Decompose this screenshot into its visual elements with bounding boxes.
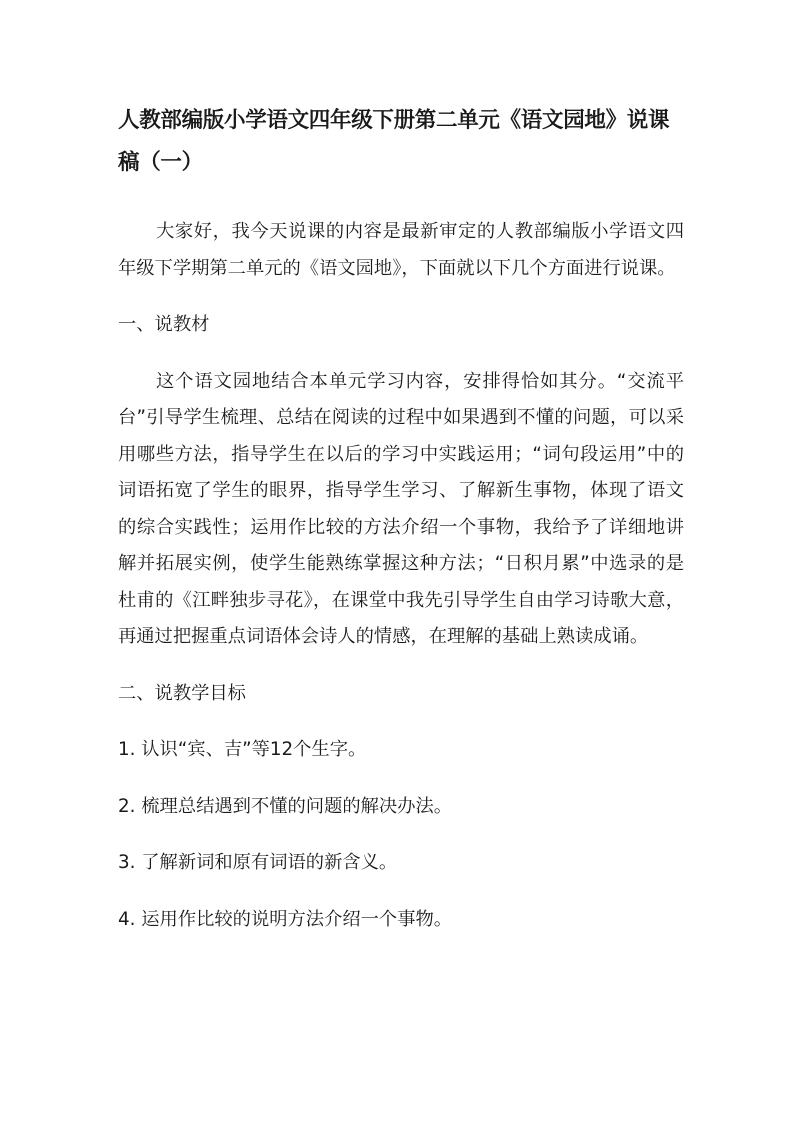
- objective-item-1: 1. 认识“宾、吉”等12个生字。: [118, 739, 367, 760]
- objective-item-3: 3. 了解新词和原有词语的新含义。: [118, 852, 398, 873]
- objective-item-2: 2. 梳理总结遇到不懂的问题的解决办法。: [118, 795, 453, 817]
- textbook-paragraph: 这个语文园地结合本单元学习内容，安排得恰如其分。“交流平台”引导学生梳理、总结在阅读的过程中如果遇到不懂的问题，可以采用哪些方法，指导学生在以后的学习中实践运用；“词句段运用”中的词语拓宽了学生的眼界，指导学生学习、了解新生事物，体现了语文的综合实践性；运用作比较的方法介绍一个事物，我给予了详细地讲解并拓展实例，使学生能熟练掌握这种方法；“日积月累”中选录的是杜甫的《江畔独步寻花》，在课堂中我先引导学生自由学习诗歌大意，再通过把握重点词语体会诗人的情感，在理解的基础上熟读成诵。: [118, 370, 684, 647]
- spacer: [118, 344, 684, 364]
- document-content: [118, 100, 684, 938]
- intro-paragraph: 大家好，我今天说课的内容是最新审定的人教部编版小学语文四年级下学期第二单元的《语文园地》，下面就以下几个方面进行说课。: [118, 221, 684, 279]
- spacer: [118, 825, 684, 845]
- spacer: [118, 882, 684, 902]
- objective-item-4: 4. 运用作比较的说明方法介绍一个事物。: [118, 908, 453, 930]
- spacer: [118, 184, 684, 214]
- section-heading-objectives: 二、说教学目标: [118, 682, 246, 704]
- spacer: [118, 769, 684, 789]
- section-heading-textbook: 一、说教材: [118, 314, 210, 335]
- spacer: [118, 656, 684, 676]
- spacer: [118, 712, 684, 732]
- spacer: [118, 287, 684, 307]
- document-title: 人教部编版小学语文四年级下册第二单元《语文园地》说课稿（一）: [118, 108, 670, 175]
